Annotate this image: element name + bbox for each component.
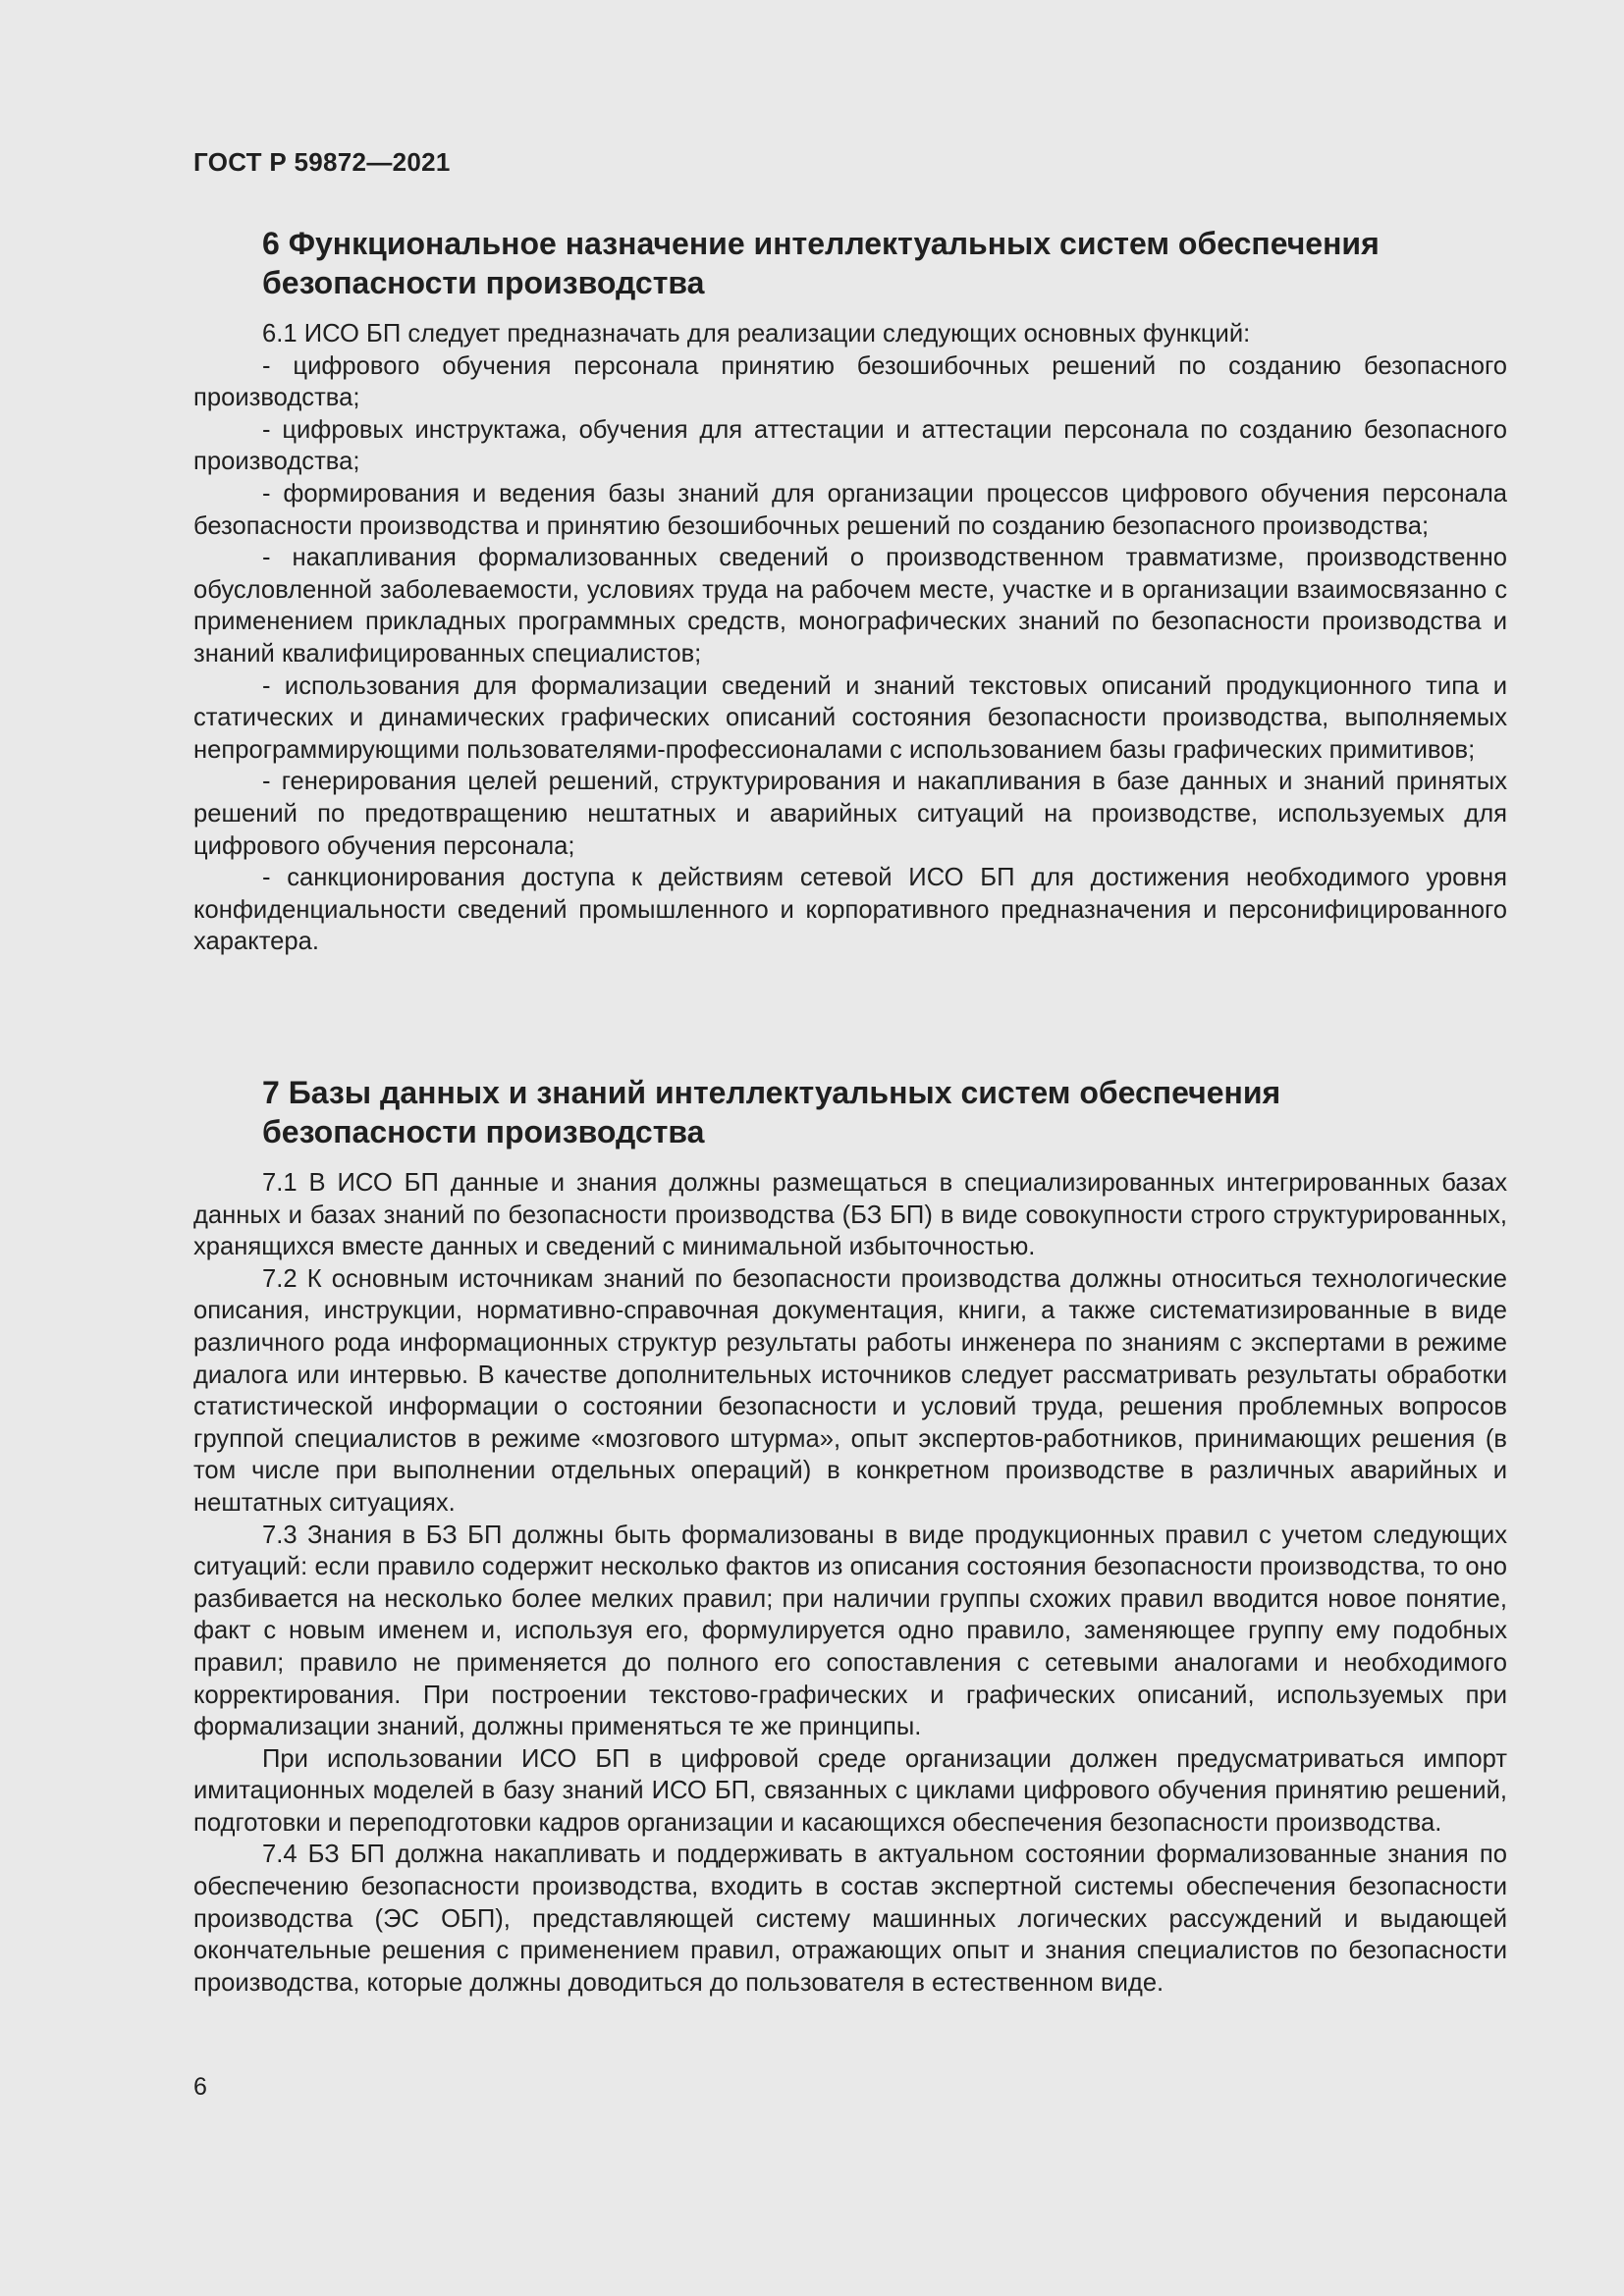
section-7-title-line2: безопасности производства <box>262 1114 705 1149</box>
page-number: 6 <box>193 2073 207 2101</box>
section-7-title-line1: 7 Базы данных и знаний интеллектуальных систем обеспечения <box>262 1075 1281 1110</box>
section-6-title <box>193 224 1507 302</box>
list-item-formalization: - использования для формализации сведений и знаний текстовых описаний продукционного типа и статических и динамических графических описаний состояния безопасности производства, выполняемых непрограммирующими пользователями-профессионалами с использованием базы графических примитивов; <box>193 671 1507 764</box>
paragraph-7-1: 7.1 В ИСО БП данные и знания должны размещаться в специализированных интегрированных базах данных и базах знаний по безопасности производства (БЗ БП) в виде совокупности строго структурированных, хранящихся вместе данных и сведений с минимальной избыточностью. <box>193 1169 1507 1261</box>
section-6-title-line2: безопасности производства <box>262 265 705 300</box>
paragraph-7-3-import: При использовании ИСО БП в цифровой среде организации должен предусматриваться импорт имитационных моделей в базу знаний ИСО БП, связанных с циклами цифрового обучения принятию решений, подготовки и переподготовки кадров организации и касающихся обеспечения безопасности производства. <box>193 1744 1507 1837</box>
list-item-digital-briefing: - цифровых инструктажа, обучения для аттестации и аттестации персонала по созданию безопасного производства; <box>193 415 1507 476</box>
paragraph-7-4: 7.4 БЗ БП должна накапливать и поддерживать в актуальном состоянии формализованные знания по обеспечению безопасности производства, входить в состав экспертной системы обеспечения безопасности производства (ЭС ОБП), представляющей систему машинных логических рассуждений и выдающей окончательные решения с применением правил, отражающих опыт и знания специалистов по безопасности производства, которые должны доводиться до пользователя в естественном виде. <box>193 1841 1507 1997</box>
list-item-goal-generation: - генерирования целей решений, структурирования и накапливания в базе данных и знаний принятых решений по предотвращению нештатных и аварийных ситуаций на производстве, используемых для цифрового обучения персонала; <box>193 768 1507 860</box>
section-7 <box>193 1073 1507 1999</box>
list-item-digital-training: - цифрового обучения персонала принятию безошибочных решений по созданию безопасного производства; <box>193 351 1507 412</box>
list-item-accumulation: - накапливания формализованных сведений о производственном травматизме, производственно обусловленной заболеваемости, условиях труда на рабочем месте, участке и в организации взаимосвязанно с применением прикладных программных средств, монографических знаний по безопасности производства и знаний квалифицированных специалистов; <box>193 544 1507 667</box>
section-6-title-line1: 6 Функциональное назначение интеллектуальных систем обеспечения <box>262 226 1380 261</box>
list-item-knowledge-base: - формирования и ведения базы знаний для организации процессов цифрового обучения персонала безопасности производства и принятию безошибочных решений по созданию безопасного производства; <box>193 479 1507 540</box>
list-item-access-authorization: - санкционирования доступа к действиям сетевой ИСО БП для достижения необходимого уровня конфиденциальности сведений промышленного и корпоративного предназначения и персонифицированного характера. <box>193 864 1507 956</box>
section-7-title <box>193 1073 1507 1151</box>
paragraph-7-3: 7.3 Знания в БЗ БП должны быть формализованы в виде продукционных правил с учетом следующих ситуаций: если правило содержит несколько фактов из описания состояния безопасности производства, то оно разбивается на несколько более мелких правил; при наличии группы схожих правил вводится новое понятие, факт с новым именем и, используя его, формулируется одно правило, заменяющее группу ему подобных правил; правило не применяется до полного его сопоставления с сетевыми аналогами и необходимого корректирования. При построении текстово-графических и графических описаний, используемых при формализации знаний, должны применяться те же принципы. <box>193 1521 1507 1741</box>
paragraph-6-1: 6.1 ИСО БП следует предназначать для реализации следующих основных функций: <box>262 320 1251 347</box>
section-6 <box>193 224 1507 958</box>
paragraph-7-2: 7.2 К основным источникам знаний по безопасности производства должны относиться технологические описания, инструкции, нормативно-справочная документация, книги, а также систематизированные в виде различного рода информационных структур результаты работы инженера по знаниям с экспертами в режиме диалога или интервью. В качестве дополнительных источников следует рассматривать результаты обработки статистической информации о состоянии безопасности и условий труда, решения проблемных вопросов группой специалистов в режиме «мозгового штурма», опыт экспертов-работников, принимающих решения (в том числе при выполнении отдельных операций) в конкретном производстве в различных аварийных и нештатных ситуациях. <box>193 1264 1507 1517</box>
document-header: ГОСТ Р 59872—2021 <box>193 147 451 177</box>
